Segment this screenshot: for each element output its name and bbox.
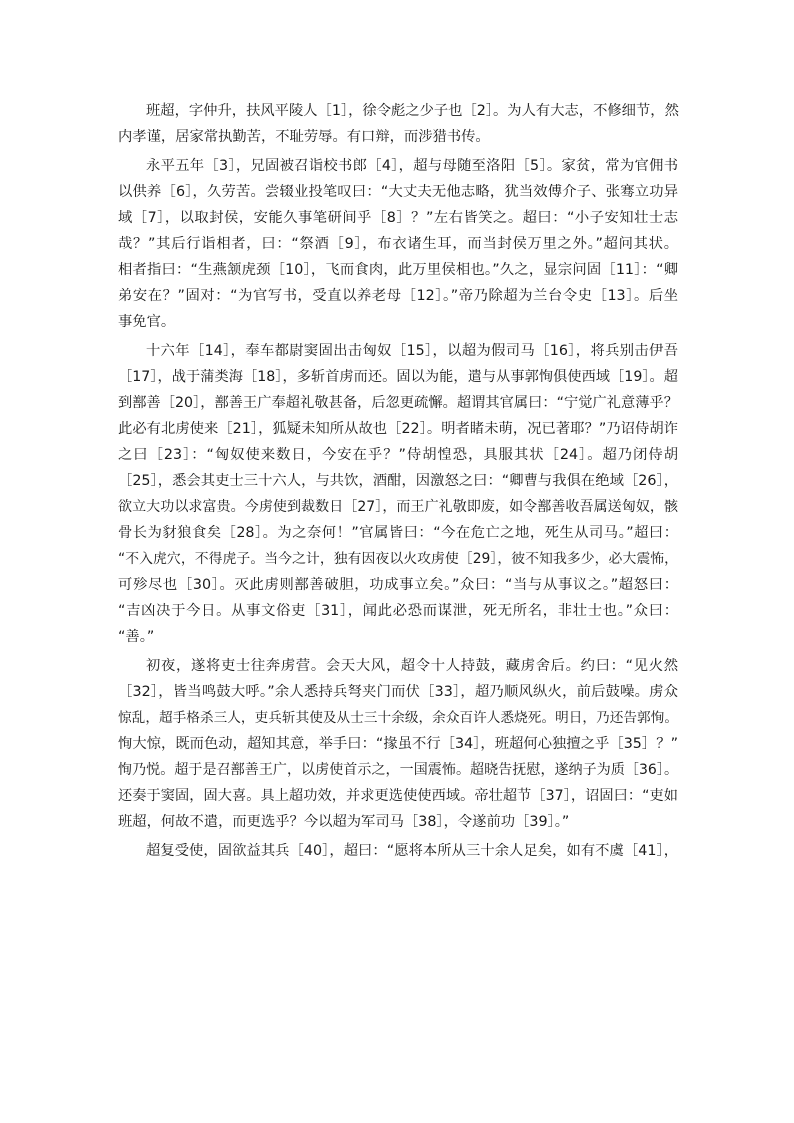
- text-line: 恂乃悦。超于是召鄯善王广，以虏使首示之，一国震怖。超晓告抚慰，遂纳子为质［36］。: [118, 762, 678, 778]
- text-line: 此必有北虏使来［21］，狐疑未知所从故也［22］。明者睹未萌，况已著耶？”乃诏侍胡诈: [118, 421, 678, 437]
- text-line: 以供养［6］，久劳苦。尝辍业投笔叹曰：“大丈夫无他志略，犹当效傅介子、张骞立功异: [118, 184, 678, 200]
- text-line: 域［7］，以取封侯，安能久事笔研间乎［8］？”左右皆笑之。超曰：“小子安知壮士志: [118, 210, 678, 226]
- text-line: 欲立大功以求富贵。今虏使到裁数日［27］，而王广礼敬即废，如令鄯善收吾属送匈奴，骸: [118, 499, 678, 515]
- text-line: ［32］，皆当鸣鼓大呼。”余人悉持兵弩夹门而伏［33］，超乃顺风纵火，前后鼓噪。虏众: [118, 684, 678, 700]
- text-line: 恂大惊，既而色动，超知其意，举手曰：“掾虽不行［34］，班超何心独擅之乎［35］？”: [118, 736, 678, 752]
- text-line: 到鄯善［20］，鄯善王广奉超礼敬甚备，后忽更疏懈。超谓其官属曰：“宁觉广礼意薄乎？: [118, 395, 678, 411]
- text-line: 事免官。: [118, 314, 176, 330]
- text-line: 弟安在？”固对：“为官写书，受直以养老母［12］。”帝乃除超为兰台令史［13］。后坐: [118, 288, 678, 304]
- text-line: 班超，何故不遣，而更选乎？今以超为军司马［38］，令遂前功［39］。”: [118, 814, 570, 830]
- text-line: 哉？”其后行诣相者，曰：“祭酒［9］，布衣诸生耳，而当封侯万里之外。”超问其状。: [118, 236, 678, 252]
- text-line: 内孝谨，居家常执勤苦，不耻劳辱。有口辩，而涉猎书传。: [118, 129, 490, 145]
- text-line: 永平五年［3］，兄固被召诣校书郎［4］，超与母随至洛阳［5］。家贫，常为官佣书: [146, 158, 678, 174]
- article-body: [118, 98, 678, 867]
- text-line: 还奏于窦固，固大喜。具上超功效，并求更选使使西域。帝壮超节［37］，诏固曰：“吏如: [118, 788, 678, 804]
- text-line: “吉凶决于今日。从事文俗吏［31］，闻此必恐而谋泄，死无所名，非壮士也。”众曰：: [118, 603, 678, 619]
- text-line: 班超，字仲升，扶风平陵人［1］，徐令彪之少子也［2］。为人有大志，不修细节，然: [146, 103, 679, 119]
- paragraph-5: [118, 838, 678, 864]
- paragraph-1: [118, 98, 678, 150]
- paragraph-3: [118, 338, 678, 650]
- text-line: 惊乱，超手格杀三人，吏兵斩其使及从士三十余级，余众百许人悉烧死。明日，乃还告郭恂。: [118, 710, 678, 726]
- text-line: 之曰［23］：“匈奴使来数日，今安在乎？”侍胡惶恐，具服其状［24］。超乃闭侍胡: [118, 447, 678, 463]
- text-line: ［25］，悉会其吏士三十六人，与共饮，酒酣，因激怒之曰：“卿曹与我俱在绝域［26］，: [118, 473, 678, 489]
- text-line: 相者指曰：“生燕颔虎颈［10］，飞而食肉，此万里侯相也。”久之，显宗问固［11］：“卿: [118, 262, 678, 278]
- text-line: 超复受使，固欲益其兵［40］，超曰：“愿将本所从三十余人足矣，如有不虞［41］，: [146, 843, 678, 859]
- text-line: 十六年［14］，奉车都尉窦固出击匈奴［15］，以超为假司马［16］，将兵别击伊吾: [146, 343, 678, 359]
- text-line: ［17］，战于蒲类海［18］，多斩首虏而还。固以为能，遣与从事郭恂俱使西域［19］。超: [118, 369, 678, 385]
- paragraph-4: [118, 653, 678, 835]
- paragraph-2: [118, 153, 678, 335]
- text-line: “善。”: [118, 629, 155, 645]
- text-line: “不入虎穴，不得虎子。当今之计，独有因夜以火攻虏使［29］，彼不知我多少，必大震怖，: [118, 551, 678, 567]
- text-line: 初夜，遂将吏士往奔虏营。会天大风，超令十人持鼓，藏虏舍后。约曰：“见火然: [146, 658, 678, 674]
- text-line: 骨长为豺狼食矣［28］。为之奈何！”官属皆曰：“今在危亡之地，死生从司马。”超曰：: [118, 525, 678, 541]
- text-line: 可殄尽也［30］。灭此虏则鄯善破胆，功成事立矣。”众曰：“当与从事议之。”超怒曰：: [118, 577, 678, 593]
